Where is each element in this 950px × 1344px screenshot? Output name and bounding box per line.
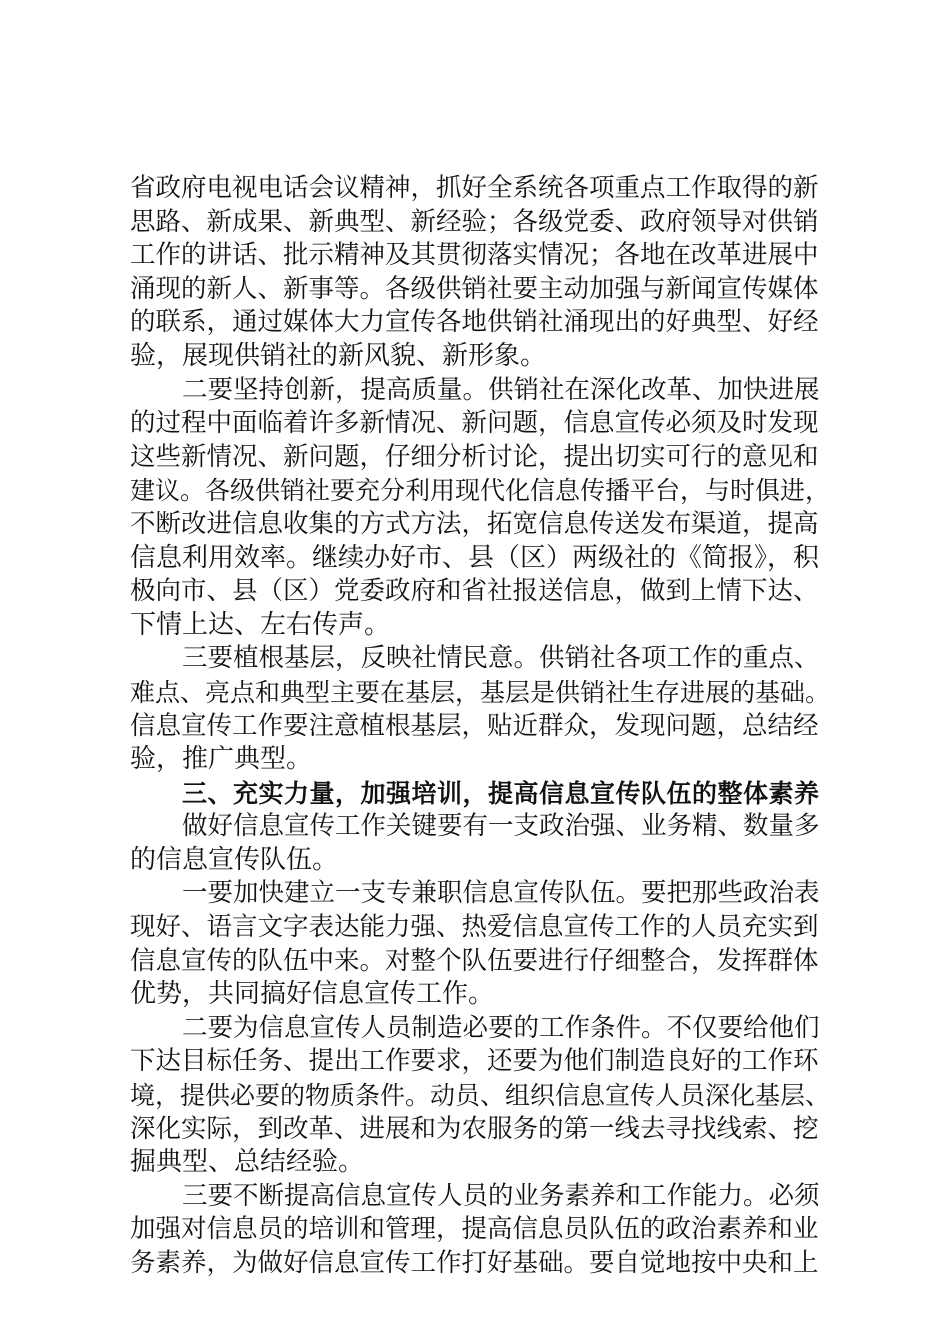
body-line: 的联系，通过媒体大力宣传各地供销社涌现出的好典型、好经 — [130, 307, 819, 338]
body-line: 的过程中面临着许多新情况、新问题，信息宣传必须及时发现 — [130, 408, 819, 439]
body-line: 下情上达、左右传声。 — [130, 609, 391, 640]
body-line: 的信息宣传队伍。 — [130, 844, 339, 875]
body-line: 涌现的新人、新事等。各级供销社要主动加强与新闻宣传媒体 — [130, 273, 819, 304]
body-line: 深化实际，到改革、进展和为农服务的第一线去寻找线索、挖 — [130, 1113, 819, 1144]
paragraph-start-line: 二要坚持创新，提高质量。供销社在深化改革、加快进展 — [182, 374, 820, 405]
body-line: 务素养，为做好信息宣传工作打好基础。要自觉地按中央和上 — [130, 1248, 819, 1278]
body-line: 省政府电视电话会议精神，抓好全系统各项重点工作取得的新 — [130, 173, 819, 203]
body-line: 下达目标任务、提出工作要求，还要为他们制造良好的工作环 — [130, 1046, 819, 1077]
body-line: 思路、新成果、新典型、新经验；各级党委、政府领导对供销 — [130, 206, 819, 237]
body-line: 这些新情况、新问题，仔细分析讨论，提出切实可行的意见和 — [130, 441, 819, 472]
body-line: 优势，共同搞好信息宣传工作。 — [130, 979, 495, 1010]
body-line: 验，推广典型。 — [130, 744, 313, 775]
paragraph-start-line: 三要不断提高信息宣传人员的业务素养和工作能力。必须 — [182, 1180, 820, 1211]
body-line: 难点、亮点和典型主要在基层，基层是供销社生存进展的基础。 — [130, 677, 831, 707]
body-line: 验，展现供销社的新风貌、新形象。 — [130, 340, 547, 371]
paragraph-start-line: 做好信息宣传工作关键要有一支政治强、业务精、数量多 — [182, 811, 820, 842]
section-heading: 三、充实力量，加强培训，提高信息宣传队伍的整体素养 — [182, 778, 820, 808]
body-line: 境，提供必要的物质条件。动员、组织信息宣传人员深化基层、 — [130, 1081, 831, 1111]
paragraph-start-line: 二要为信息宣传人员制造必要的工作条件。不仅要给他们 — [182, 1012, 820, 1043]
body-line: 信息利用效率。继续办好市、县（区）两级社的《简报》，积 — [130, 542, 820, 573]
paragraph-start-line: 三要植根基层，反映社情民意。供销社各项工作的重点、 — [182, 643, 820, 674]
paragraph-start-line: 一要加快建立一支专兼职信息宣传队伍。要把那些政治表 — [182, 878, 820, 909]
document-body — [130, 172, 830, 1281]
body-line: 现好、语言文字表达能力强、热爱信息宣传工作的人员充实到 — [130, 912, 819, 943]
body-line: 不断改进信息收集的方式方法，拓宽信息传送发布渠道，提高 — [130, 508, 819, 539]
body-line: 掘典型、总结经验。 — [130, 1147, 365, 1178]
body-line: 信息宣传的队伍中来。对整个队伍要进行仔细整合，发挥群体 — [130, 945, 819, 976]
body-line: 信息宣传工作要注意植根基层，贴近群众，发现问题，总结经 — [130, 710, 819, 741]
body-line: 建议。各级供销社要充分利用现代化信息传播平台，与时俱进， — [130, 476, 831, 506]
body-line: 加强对信息员的培训和管理，提高信息员队伍的政治素养和业 — [130, 1214, 819, 1245]
body-line: 工作的讲话、批示精神及其贯彻落实情况；各地在改革进展中 — [130, 240, 819, 271]
body-line: 极向市、县（区）党委政府和省社报送信息，做到上情下达、 — [130, 576, 819, 607]
